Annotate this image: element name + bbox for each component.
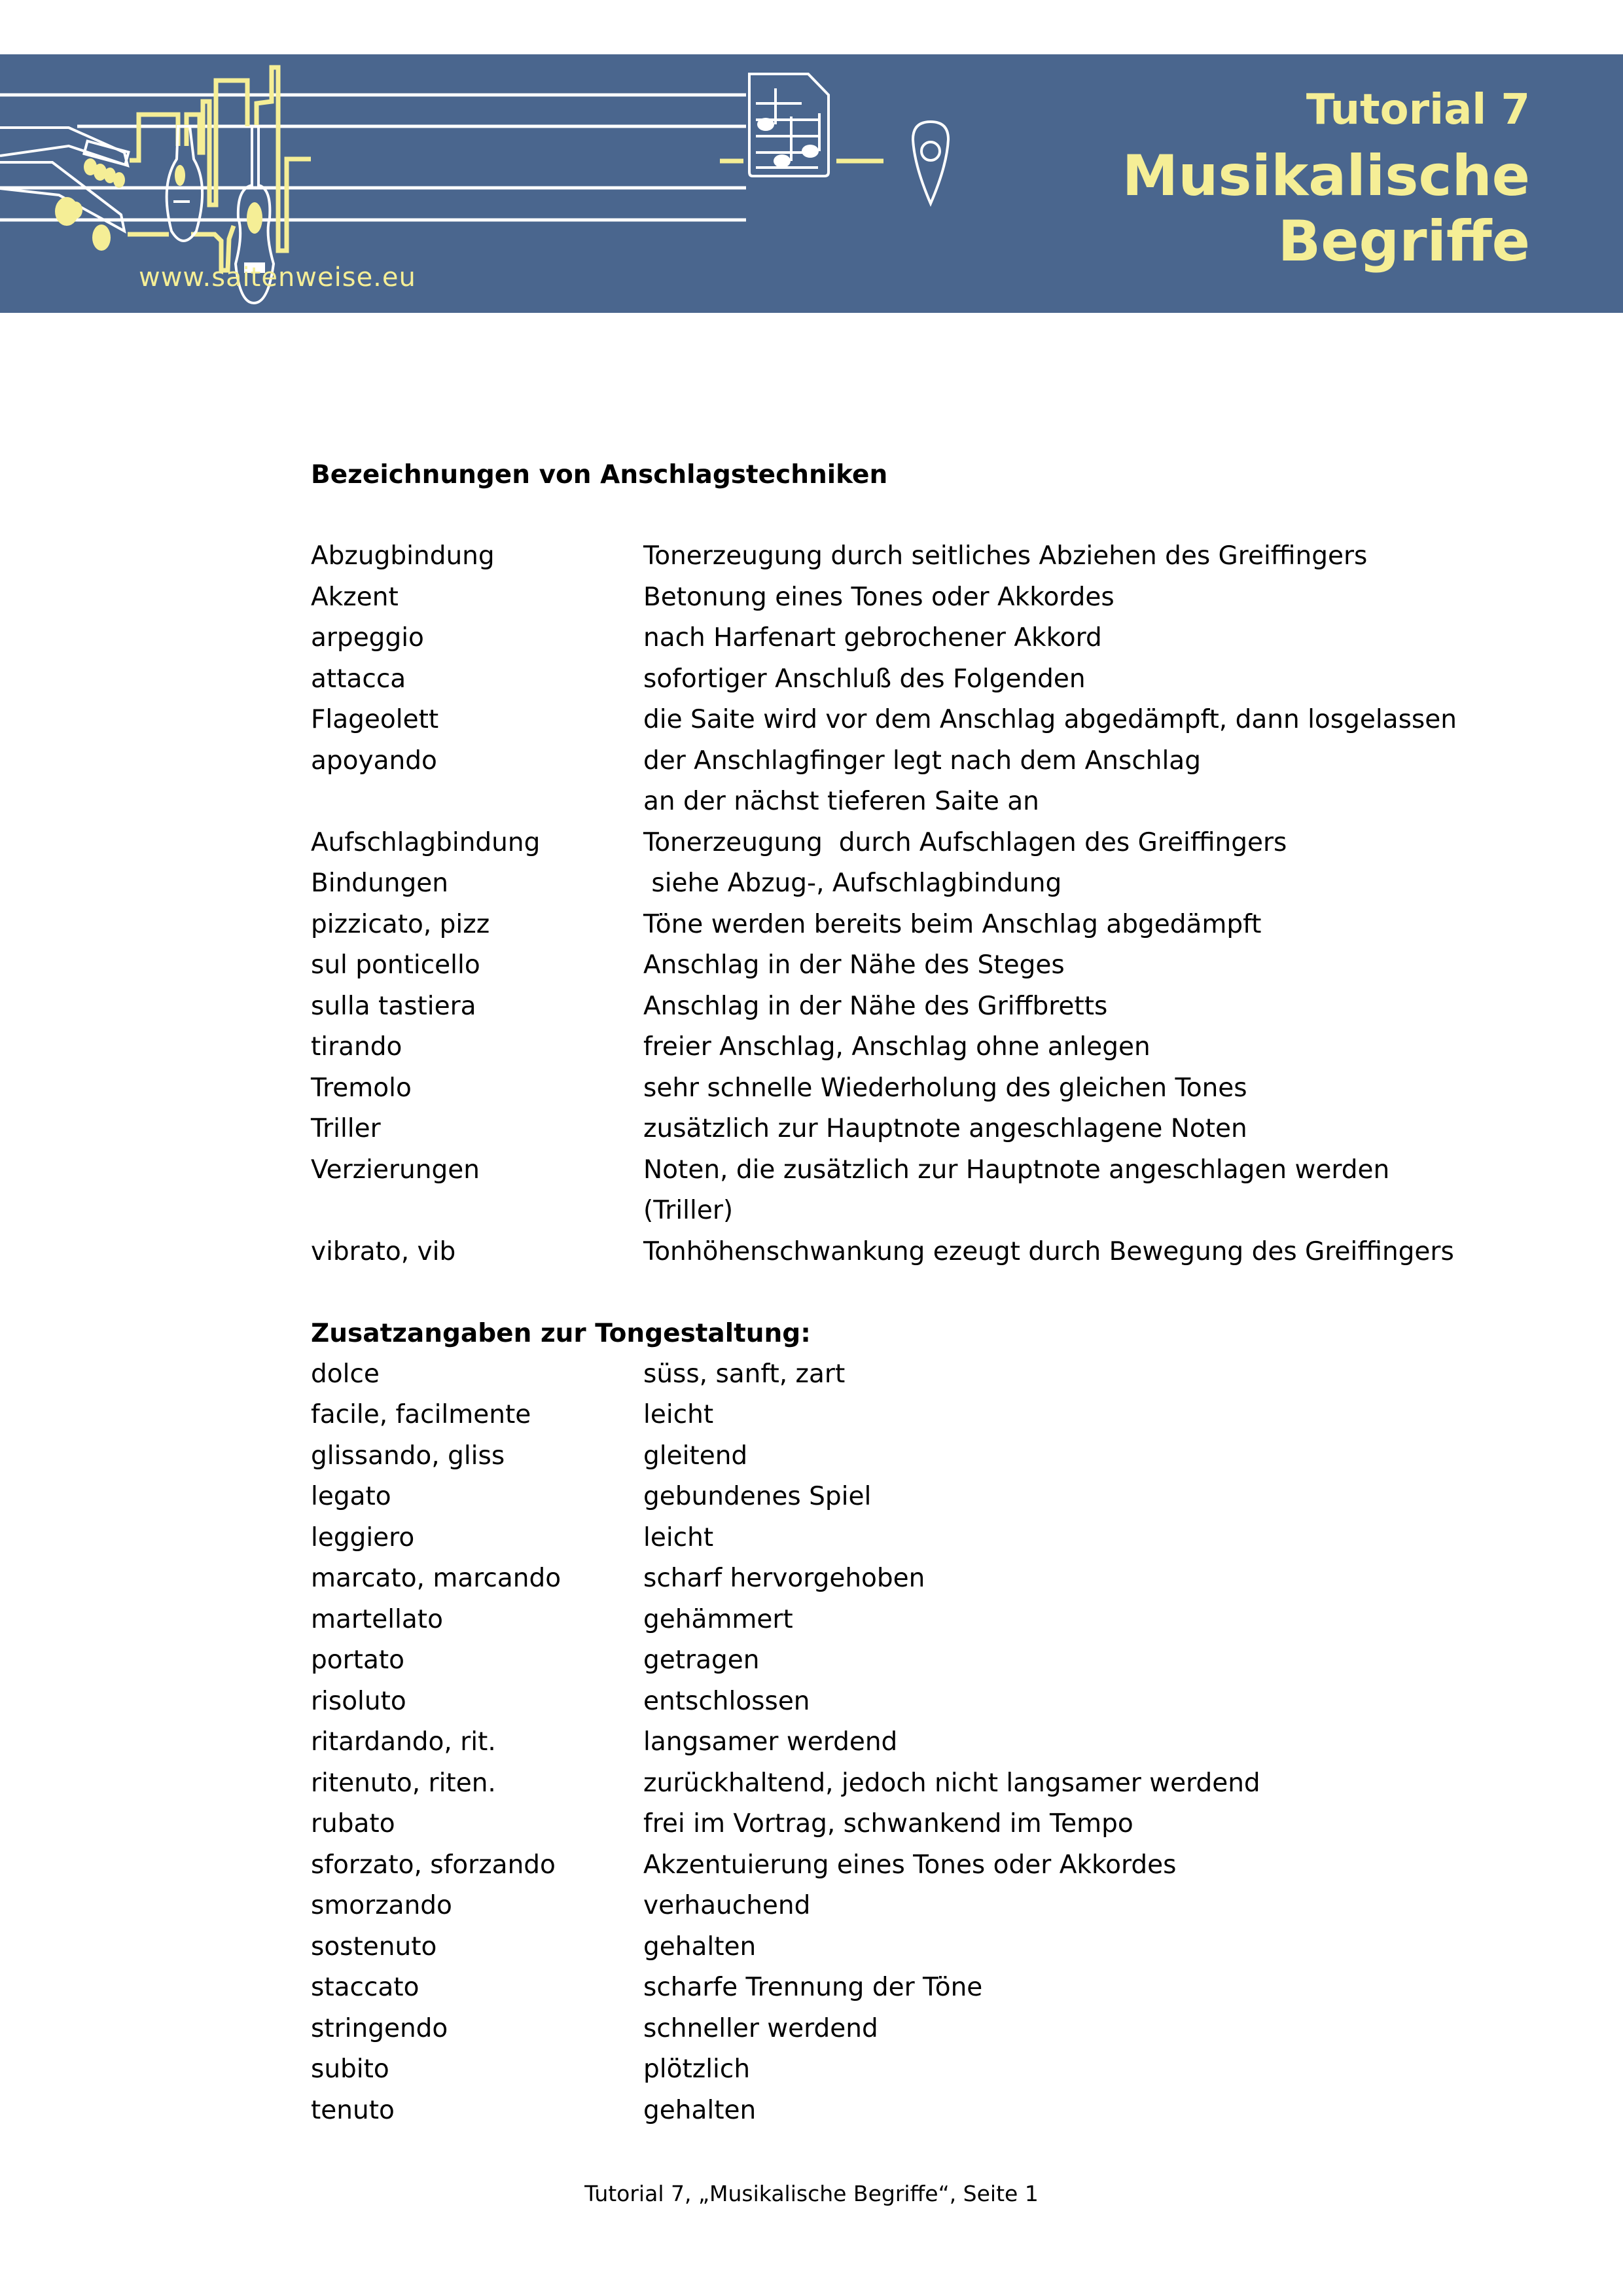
- glossary-term: apoyando: [311, 745, 437, 776]
- glossary-row: [311, 1640, 1554, 1681]
- glossary-definition: sofortiger Anschluß des Folgenden: [643, 664, 1086, 694]
- glossary-term: Flageolett: [311, 705, 439, 734]
- glossary-definition: zusätzlich zur Hauptnote angeschlagene Noten: [643, 1114, 1247, 1143]
- glossary-definition: getragen: [643, 1645, 760, 1675]
- glossary-term: ritenuto, riten.: [311, 1768, 496, 1798]
- glossary-definition: langsamer werdend: [643, 1727, 898, 1757]
- glossary-definition: gleitend: [643, 1441, 748, 1471]
- glossary-row: [311, 2090, 1554, 2132]
- glossary-list-anschlagstechniken: [311, 536, 1554, 1272]
- page-title: [1122, 143, 1530, 274]
- glossary-definition: an der nächst tieferen Saite an: [643, 787, 1039, 816]
- glossary-definition: siehe Abzug-, Aufschlagbindung: [643, 869, 1062, 898]
- glossary-term: pizzicato, pizz: [311, 909, 490, 939]
- glossary-definition: der Anschlagfinger legt nach dem Anschlag: [643, 745, 1201, 776]
- glossary-term: tenuto: [311, 2095, 395, 2125]
- glossary-definition: leicht: [643, 1400, 714, 1429]
- glossary-row: [311, 945, 1554, 986]
- glossary-row: [311, 905, 1554, 946]
- glossary-row: [311, 2049, 1554, 2090]
- glossary-row: [311, 1927, 1554, 1968]
- glossary-row: [311, 1395, 1554, 1436]
- glossary-definition: Noten, die zusätzlich zur Hauptnote angeschlagen werden: [643, 1155, 1390, 1185]
- glossary-term: risoluto: [311, 1686, 406, 1716]
- guitar-pick-icon: [913, 122, 948, 204]
- glossary-definition: süss, sanft, zart: [643, 1359, 846, 1389]
- glossary-row: [311, 1722, 1554, 1763]
- glossary-row: [311, 1845, 1554, 1886]
- cable-line: [128, 67, 311, 270]
- glossary-definition: verhauchend: [643, 1891, 811, 1920]
- glossary-definition: Akzentuierung eines Tones oder Akkordes: [643, 1850, 1177, 1880]
- glossary-term: rubato: [311, 1809, 395, 1839]
- glossary-definition: nach Harfenart gebrochener Akkord: [643, 623, 1102, 653]
- tutorial-number: Tutorial 7: [1306, 86, 1530, 134]
- glossary-row: [311, 1600, 1554, 1641]
- glossary-row: [311, 1191, 1554, 1232]
- glossary-definition: freier Anschlag, Anschlag ohne anlegen: [643, 1032, 1150, 1062]
- glossary-term: dolce: [311, 1359, 380, 1389]
- glossary-row: [311, 1109, 1554, 1150]
- glossary-row: [311, 1436, 1554, 1477]
- glossary-definition: (Triller): [643, 1196, 734, 1225]
- glossary-term: facile, facilmente: [311, 1400, 531, 1429]
- glossary-definition: Anschlag in der Nähe des Steges: [643, 950, 1065, 980]
- glossary-definition: sehr schnelle Wiederholung des gleichen Tones: [643, 1073, 1247, 1103]
- glossary-term: sforzato, sforzando: [311, 1850, 556, 1880]
- glossary-term: subito: [311, 2054, 389, 2084]
- glossary-row: [311, 536, 1554, 577]
- glossary-row: [311, 618, 1554, 659]
- glossary-term: tirando: [311, 1032, 402, 1062]
- glossary-definition: Anschlag in der Nähe des Griffbretts: [643, 991, 1108, 1021]
- glossary-row: [311, 1681, 1554, 1723]
- glossary-term: vibrato, vib: [311, 1236, 456, 1266]
- glossary-row: [311, 659, 1554, 700]
- glossary-term: staccato: [311, 1973, 419, 2002]
- glossary-term: [311, 1191, 643, 1232]
- glossary-row: [311, 1027, 1554, 1068]
- glossary-definition: scharfe Trennung der Töne: [643, 1973, 983, 2002]
- glossary-definition: leicht: [643, 1522, 714, 1552]
- glossary-term: Aufschlagbindung: [311, 827, 541, 857]
- glossary-row: [311, 1886, 1554, 1927]
- glossary-row: [311, 1558, 1554, 1600]
- glossary-definition: gehalten: [643, 2095, 757, 2125]
- glossary-definition: entschlossen: [643, 1686, 810, 1716]
- glossary-row: [311, 1232, 1554, 1273]
- glossary-list-tongestaltung: [311, 1354, 1554, 2132]
- glossary-row: [311, 823, 1554, 864]
- glossary-row: [311, 1150, 1554, 1191]
- section-title-anschlagstechniken: Bezeichnungen von Anschlagstechniken: [311, 460, 888, 490]
- glossary-term: leggiero: [311, 1522, 415, 1552]
- glossary-definition: Betonung eines Tones oder Akkordes: [643, 582, 1115, 612]
- glossary-row: [311, 863, 1554, 905]
- glossary-row: [311, 986, 1554, 1028]
- glossary-row: [311, 1804, 1554, 1845]
- glossary-term: portato: [311, 1645, 404, 1675]
- glossary-content: [311, 455, 1554, 2131]
- glossary-term: attacca: [311, 664, 406, 694]
- glossary-term: Bindungen: [311, 869, 448, 898]
- glossary-term: [311, 781, 643, 823]
- glossary-term: sulla tastiera: [311, 991, 476, 1021]
- glossary-term: smorzando: [311, 1891, 452, 1920]
- glossary-definition: gehämmert: [643, 1604, 793, 1634]
- glossary-row: [311, 741, 1554, 782]
- glossary-definition: zurückhaltend, jedoch nicht langsamer werdend: [643, 1768, 1260, 1798]
- glossary-term: glissando, gliss: [311, 1441, 505, 1471]
- glossary-definition: scharf hervorgehoben: [643, 1564, 925, 1593]
- glossary-term: sul ponticello: [311, 950, 480, 980]
- glossary-row: [311, 1477, 1554, 1518]
- glossary-row: [311, 781, 1554, 823]
- header-banner: [0, 54, 1623, 313]
- glossary-row: [311, 1354, 1554, 1395]
- page-title-line1: Musikalische: [1122, 143, 1530, 209]
- page-footer: Tutorial 7, „Musikalische Begriffe“, Seite 1: [584, 2181, 1039, 2206]
- glossary-definition: schneller werdend: [643, 2013, 878, 2043]
- glossary-definition: Tonerzeugung durch Aufschlagen des Greiffingers: [643, 827, 1287, 857]
- glossary-row: [311, 1518, 1554, 1559]
- glossary-row: [311, 577, 1554, 619]
- music-notes: [757, 88, 821, 168]
- glossary-row: [311, 1763, 1554, 1804]
- glossary-row: [311, 2009, 1554, 2050]
- glossary-row: [311, 1068, 1554, 1109]
- glossary-definition: gehalten: [643, 1931, 757, 1962]
- glossary-term: ritardando, rit.: [311, 1727, 496, 1757]
- glossary-definition: frei im Vortrag, schwankend im Tempo: [643, 1809, 1133, 1839]
- glossary-term: Akzent: [311, 582, 399, 612]
- glossary-term: marcato, marcando: [311, 1564, 562, 1593]
- glossary-term: Tremolo: [311, 1073, 412, 1103]
- page-title-line2: Begriffe: [1277, 209, 1530, 274]
- glossary-term: stringendo: [311, 2013, 448, 2043]
- glossary-definition: Töne werden bereits beim Anschlag abgedämpft: [643, 909, 1262, 939]
- glossary-definition: plötzlich: [643, 2054, 751, 2084]
- glossary-row: [311, 700, 1554, 741]
- glossary-term: Triller: [311, 1114, 381, 1143]
- glossary-definition: die Saite wird vor dem Anschlag abgedämpft, dann losgelassen: [643, 705, 1457, 734]
- glossary-term: arpeggio: [311, 623, 424, 653]
- glossary-term: legato: [311, 1482, 391, 1511]
- glossary-term: sostenuto: [311, 1931, 437, 1962]
- glossary-term: Verzierungen: [311, 1155, 480, 1185]
- glossary-definition: Tonhöhenschwankung ezeugt durch Bewegung des Greiffingers: [643, 1236, 1454, 1266]
- website-url[interactable]: www.saitenweise.eu: [139, 262, 416, 293]
- glossary-term: Abzugbindung: [311, 541, 495, 571]
- glossary-row: [311, 1967, 1554, 2009]
- glossary-definition: gebundenes Spiel: [643, 1482, 872, 1511]
- section-title-tongestaltung: Zusatzangaben zur Tongestaltung:: [311, 1318, 811, 1348]
- glossary-term: martellato: [311, 1604, 443, 1634]
- glossary-definition: Tonerzeugung durch seitliches Abziehen des Greiffingers: [643, 541, 1368, 571]
